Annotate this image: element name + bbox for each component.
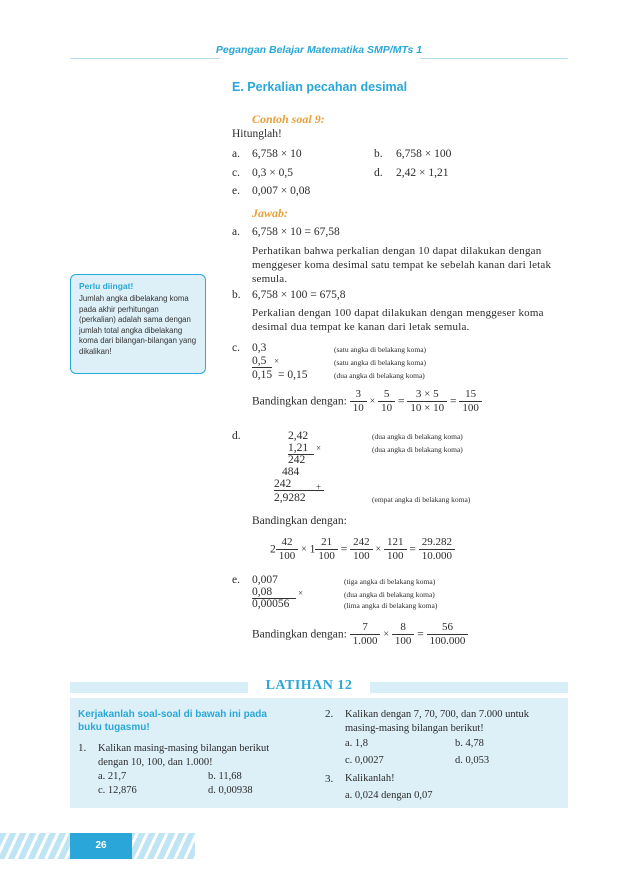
numerator: 7 [350,621,381,635]
section-title: E. Perkalian pecahan desimal [232,80,408,94]
problem-b: 6,758 × 100 [396,148,452,160]
running-header: Pegangan Belajar Matematika SMP/MTs 1 [215,44,423,56]
solution-c-compare [252,388,482,415]
question-3-text: Kalikanlah! [345,773,395,784]
denominator: 1.000 [352,635,378,647]
whole-number: 2 [270,543,276,556]
problem-a: 6,758 × 10 [252,148,302,160]
solution-d-note3: (empat angka di belakang koma) [372,495,471,504]
solution-d-line1: 2,42 [288,430,309,442]
solution-c-line1: 0,3 [252,342,267,354]
question-1-b: b. 11,68 [208,771,242,782]
problem-d-label: d. [374,167,383,179]
fraction [350,621,381,648]
header-rule-right [420,58,568,59]
compare-label: Bandingkan dengan: [252,395,347,408]
problem-a-label: a. [232,148,240,160]
fraction [384,536,407,563]
solution-e-line2: 0,08 [252,586,296,599]
problem-e: 0,007 × 0,08 [252,185,311,197]
note-text: Jumlah angka dibelakang koma pada akhir perhitungan (perkalian) adalah sama dengan jumlah total angka dibelakang koma dari bilangan-bilangan yang dikalikan! [79,294,197,356]
question-1-number: 1. [78,742,87,754]
numerator: 15 [459,388,482,402]
denominator: 100 [278,550,296,562]
equals-sign: = [409,543,416,556]
solution-a-equation: 6,758 × 10 = 67,58 [252,226,340,238]
denominator: 10 [381,402,393,414]
note-box [70,274,206,374]
numerator: 5 [378,388,395,402]
solution-b-label: b. [232,289,241,301]
solution-e-note3: (lima angka di belakang koma) [344,601,438,610]
problem-d: 2,42 × 1,21 [396,167,449,179]
times-sign: × [383,629,389,640]
solution-e-line3: 0,00056 [252,598,290,610]
solution-d-compare [270,536,455,563]
solution-d-note2: (dua angka di belakang koma) [372,445,463,454]
solution-d-label: d. [232,430,241,442]
note-title: Perlu diingat! [79,281,134,291]
fraction [378,388,395,415]
numerator: 242 [350,536,373,550]
times-sign: × [369,396,376,407]
question-1-d: d. 0,00938 [208,785,253,796]
exercise-instruction: Kerjakanlah soal-soal di bawah ini pada buku tugasmu! [78,709,267,733]
exercise-title: LATIHAN 12 [248,674,370,698]
numerator: 121 [384,536,407,550]
instruction-hitunglah: Hitunglah! [232,128,282,140]
denominator: 10 × 10 [410,402,445,414]
question-2-number: 2. [325,708,334,720]
numerator: 21 [315,536,338,550]
denominator: 10.000 [421,550,453,562]
solution-c-line2: 0,5 [252,355,272,368]
denominator: 100 [353,550,370,562]
solution-c-result: = 0,15 [278,369,308,381]
solution-e-note1: (tiga angka di belakang koma) [344,577,436,586]
equals-sign: = [449,395,457,408]
denominator: 10 [352,402,364,414]
solution-e-times: × [298,588,304,598]
fraction [276,536,299,563]
fraction [315,536,338,563]
fraction [350,536,373,563]
equals-sign: = [398,395,405,408]
solution-c-note3: (dua angka di belakang koma) [334,371,425,380]
numerator: 56 [427,621,469,635]
header-rule-left [70,58,220,59]
denominator: 100.000 [429,635,466,647]
page-number: 26 [70,833,132,859]
problem-e-label: e. [232,185,240,197]
fraction [392,621,415,648]
compare-label: Bandingkan dengan: [252,628,347,641]
example-heading: Contoh soal 9: [252,112,325,126]
problem-c-label: c. [232,167,240,179]
problem-c: 0,3 × 0,5 [252,167,293,179]
fraction [407,388,447,415]
numerator: 3 [350,388,367,402]
question-3-number: 3. [325,773,334,785]
solution-c-note2: (satu angka di belakang koma) [334,358,427,367]
solution-a-explanation: Perhatikan bahwa perkalian dengan 10 dapat dilakukan dengan menggeser koma desimal satu tempat ke sebelah kanan dari letak semula. [252,245,552,285]
fraction [459,388,482,415]
solution-d-line6: 2,9282 [274,492,306,504]
question-3-a: a. 0,024 dengan 0,07 [345,790,433,801]
question-2-a: a. 1,8 [345,738,369,749]
solution-b-explanation: Perkalian dengan 100 dapat dilakukan dengan menggeser koma desimal dua tempat ke kanan dari letak semula. [252,307,544,333]
solution-e-compare [252,621,468,648]
denominator: 100 [462,402,479,414]
times-sign: × [301,544,307,555]
solution-c-note1: (satu angka di belakang koma) [334,345,427,354]
question-1-text: Kalikan masing-masing bilangan berikut dengan 10, 100, dan 1.000! [98,743,270,768]
solution-d-note1: (dua angka di belakang koma) [372,432,463,441]
solution-e-line1: 0,007 [252,574,278,586]
fraction [350,388,367,415]
solution-d-times: × [316,443,322,453]
solution-d-line5: 242 [274,478,324,491]
question-2-d: d. 0,053 [455,755,490,766]
fraction [419,536,455,563]
question-2-b: b. 4,78 [455,738,484,749]
equals-sign: = [340,543,348,556]
question-2-c: c. 0,0027 [345,755,384,766]
solution-c-label: c. [232,342,240,354]
question-2-text: Kalikan dengan 7, 70, 700, dan 7.000 untuk masing-masing bilangan berikut! [345,709,530,734]
denominator: 100 [387,550,404,562]
question-1-a: a. 21,7 [98,771,127,782]
solution-b-equation: 6,758 × 100 = 675,8 [252,289,346,301]
solution-d-line3: 242 [288,454,306,466]
problem-b-label: b. [374,148,383,160]
question-1-c: c. 12,876 [98,785,137,796]
solution-d-compare-label: Bandingkan dengan: [252,515,347,527]
numerator: 8 [392,621,415,635]
equals-sign: = [417,628,424,641]
solution-d-line4: 484 [282,466,300,478]
answer-heading: Jawab: [252,206,288,220]
denominator: 100 [318,550,335,562]
numerator: 29.282 [419,536,455,550]
solution-a-label: a. [232,226,240,238]
solution-d-plus: + [316,482,322,492]
solution-c-times: × [274,356,280,366]
solution-e-label: e. [232,574,240,586]
denominator: 100 [394,635,412,647]
solution-e-note2: (dua angka di belakang koma) [344,590,435,599]
whole-number: 1 [309,543,316,556]
numerator: 42 [276,536,299,550]
solution-c-line3: 0,15 [252,369,273,381]
fraction [427,621,469,648]
numerator: 3 × 5 [407,388,447,402]
times-sign: × [375,544,382,555]
solution-d-line2: 1,21 [288,442,314,455]
